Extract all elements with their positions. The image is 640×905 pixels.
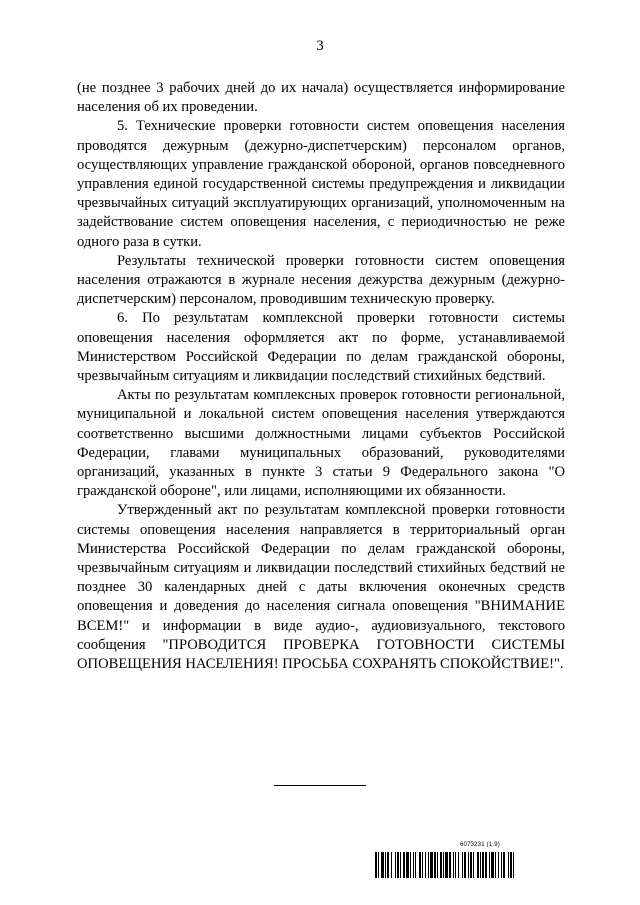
end-separator-line [274,785,366,786]
paragraph-acts: Акты по результатам комплексных проверок готовности региональной, муниципальной и локальной систем оповещения населения утверждаются соответственно высшими должностными лицами субъектов Российской Федерации, главами муниципальных образований, руководителями организаций, указанных в пункте 3 статьи 9 Федерального закона "О гражданской обороне", или лицами, исполняющими их обязанности. [77,387,565,500]
paragraph-results: Результаты технической проверки готовности систем оповещения населения отражаются в журнале несения дежурства дежурным (дежурно-диспетчерским) персоналом, проводившим техническую проверку. [77,252,565,308]
page-number: 3 [316,38,324,54]
document-body [77,79,565,674]
paragraph-approved-act: Утвержденный акт по результатам комплексной проверки готовности системы оповещения населения направляется в территориальный орган Министерства Российской Федерации по делам гражданской обороны, чрезвычайным ситуациям и ликвидации последствий стихийных бедствий не позднее 30 календарных дней с даты включения оконечных средств оповещения и доведения до населения сигнала оповещения "ВНИМАНИЕ ВСЕМ!" и информации в виде аудио-, аудиовизуального, текстового сообщения "ПРОВОДИТСЯ ПРОВЕРКА ГОТОВНОСТИ СИСТЕМЫ ОПОВЕЩЕНИЯ НАСЕЛЕНИЯ! ПРОСЬБА СОХРАНЯТЬ СПОКОЙСТВИЕ!". [77,502,565,673]
barcode-caption: 6073231 (1.9) [460,842,500,848]
paragraph-continuation: (не позднее 3 рабочих дней до их начала) осуществляется информирование населения об их проведении. [77,80,565,116]
paragraph-item-6: 6. По результатам комплексной проверки готовности системы оповещения населения оформляется акт по форме, устанавливаемой Министерством Российской Федерации по делам гражданской обороны, чрезвычайным ситуациям и ликвидации последствий стихийных бедствий. [77,310,565,385]
barcode-image [375,852,567,878]
paragraph-item-5: 5. Технические проверки готовности систем оповещения населения проводятся дежурным (дежурно-диспетчерским) персоналом органов, осуществляющих управление гражданской обороной, органов повседневного управления единой государственной системы предупреждения и ликвидации чрезвычайных ситуаций эксплуатирующих организаций, уполномоченным на задействование систем оповещения населения, с периодичностью не реже одного раза в сутки. [77,118,565,250]
